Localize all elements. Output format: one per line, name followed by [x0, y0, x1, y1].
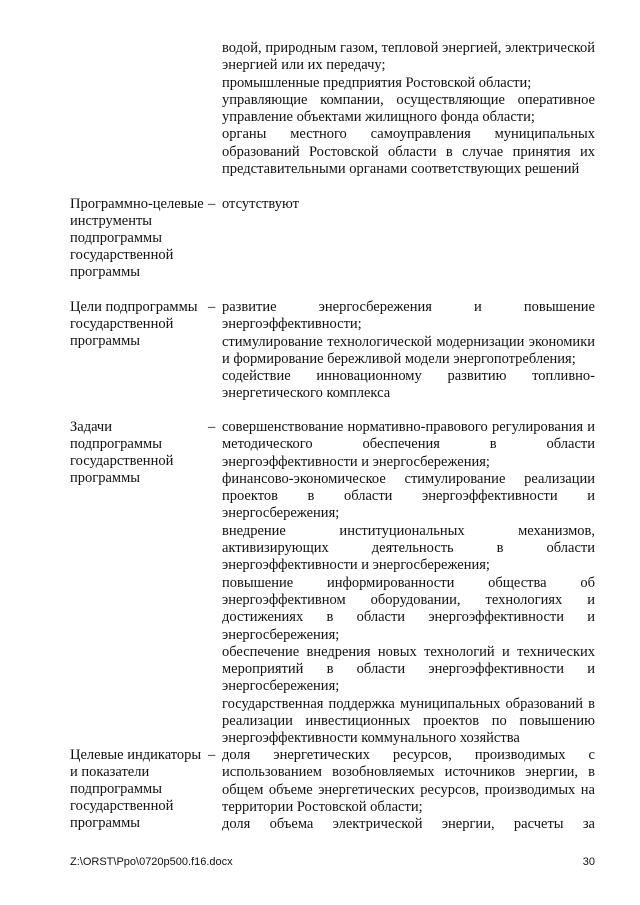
- section-label: Задачи подпрограммы государственной программы: [70, 419, 174, 486]
- footer-page-number: 30: [582, 856, 595, 868]
- section-paragraph: доля энергетических ресурсов, производимых с использованием возобновляемых источников энергии, в общем объеме энергетических ресурсов, производимых на территории Ростовской области;: [222, 747, 595, 815]
- section-paragraph: повышение информированности общества об энергоэффективном оборудовании, технологиях и достижениях в области энергоэффективности и энергосбережения;: [222, 574, 595, 643]
- section-paragraph: внедрение институциональных механизмов, активизирующих деятельность в области энергоэффективности и энергосбережения;: [222, 522, 595, 574]
- section-paragraph: развитие энергосбережения и повышение энергоэффективности;: [222, 299, 595, 333]
- section-paragraph: финансово-экономическое стимулирование реализации проектов в области энергоэффективности и энергосбережения;: [222, 470, 595, 522]
- section-paragraph: обеспечение внедрения новых технологий и технических мероприятий в области энергоэффективности и энергосбережения;: [222, 643, 595, 695]
- section-dash: –: [208, 419, 216, 435]
- section-paragraph: содействие инновационному развитию топливно-энергетического комплекса: [222, 368, 595, 402]
- section-dash: –: [208, 299, 216, 315]
- section-label: Цели подпрограммы государственной программы: [70, 299, 198, 349]
- section-paragraph: отсутствуют: [222, 196, 299, 212]
- section-label: Программно-целевые инструменты подпрограммы государственной программы: [70, 196, 204, 280]
- continued-paragraph: водой, природным газом, тепловой энергией, электрической энергией или их передачу;: [222, 40, 595, 74]
- section-content: [222, 299, 595, 403]
- continued-paragraph: органы местного самоуправления муниципальных образований Ростовской области в случае принятия их представительными органами соответствующих решений: [222, 126, 595, 178]
- section-paragraph: совершенствование нормативно-правового регулирования и методического обеспечения в области энергоэффективности и энергосбережения;: [222, 419, 595, 470]
- section-paragraph: стимулирование технологической модернизации экономики и формирование бережливой модели энергопотребления;: [222, 333, 595, 367]
- section-label: Целевые индикаторы и показатели подпрограммы государственной программы: [70, 747, 202, 831]
- continued-paragraph: промышленные предприятия Ростовской области;: [222, 74, 532, 91]
- section-content: [222, 419, 595, 748]
- continued-paragraph: управляющие компании, осуществляющие оперативное управление объектами жилищного фонда области;: [222, 91, 595, 126]
- section-dash: –: [208, 747, 216, 763]
- section-paragraph: доля объема электрической энергии, расчеты за: [222, 816, 595, 833]
- section-content: [222, 196, 595, 213]
- section-content: [222, 747, 595, 833]
- footer-file-path: Z:\ORST\Ppo\0720p500.f16.docx: [70, 856, 233, 868]
- section-dash: –: [208, 196, 216, 212]
- continued-list: [222, 40, 595, 178]
- section-paragraph: государственная поддержка муниципальных образований в реализации инвестиционных проектов по повышению энергоэффективности коммунального хозяйства: [222, 695, 595, 747]
